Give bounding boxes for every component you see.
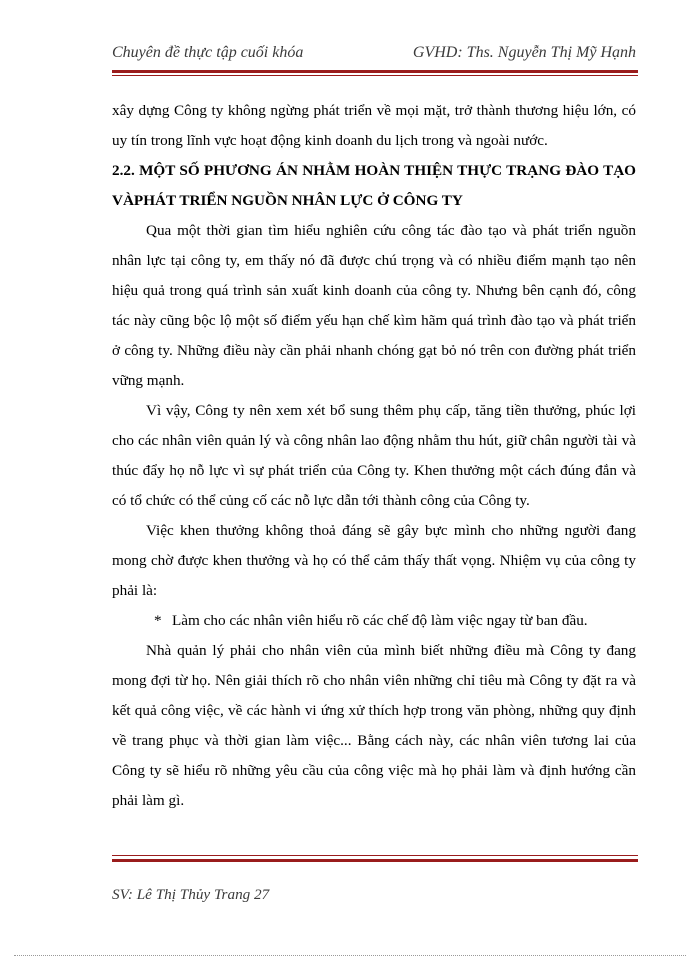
page-bottom-border <box>14 955 686 956</box>
paragraph-2: Qua một thời gian tìm hiểu nghiên cứu công tác đào tạo và phát triển nguồn nhân lực tại công ty, em thấy nó đã được chú trọng và có nhiều điểm mạnh tạo nên hiệu quả trong quá trình sản xuất kinh doanh của công ty. Nhưng bên cạnh đó, công tác này cũng bộc lộ một số điểm yếu hạn chế kìm hãm quá trình đào tạo và phát triển ở công ty. Những điều này cần phải nhanh chóng gạt bỏ nó trên con đường phát triển vững mạnh. <box>112 222 636 389</box>
page-footer: SV: Lê Thị Thủy Trang 27 <box>112 886 270 903</box>
header-rule-thin <box>112 75 638 76</box>
page-body <box>112 96 636 816</box>
header-advisor: GVHD: Ths. Nguyễn Thị Mỹ Hạnh <box>412 44 636 61</box>
paragraph-3: Vì vậy, Công ty nên xem xét bổ sung thêm phụ cấp, tăng tiền thưởng, phúc lợi cho các nhân viên quản lý và công nhân lao động nhằm thu hút, giữ chân người tài và thúc đẩy họ nỗ lực vì sự phát triển của Công ty. Khen thưởng một cách đúng đắn và có tổ chức có thể củng cố các nỗ lực dẫn tới thành công của Công ty. <box>112 402 636 509</box>
header-rule-thick <box>112 70 638 73</box>
paragraph-1: xây dựng Công ty không ngừng phát triển về mọi mặt, trở thành thương hiệu lớn, có uy tín trong lĩnh vực hoạt động kinh doanh du lịch trong và ngoài nước. <box>112 102 636 149</box>
bullet-mark: * <box>154 612 162 629</box>
header-title: Chuyên đề thực tập cuối khóa <box>112 44 304 61</box>
paragraph-4: Việc khen thưởng không thoả đáng sẽ gây bực mình cho những người đang mong chờ được khen thưởng và họ có thể cảm thấy thất vọng. Nhiệm vụ của công ty phải là: <box>112 522 636 599</box>
section-heading: 2.2. MỘT SỐ PHƯƠNG ÁN NHẰM HOÀN THIỆN THỰC TRẠNG ĐÀO TẠO VÀPHÁT TRIỂN NGUỒN NHÂN LỰC Ở CÔNG TY <box>112 162 636 209</box>
footer-rule-thick <box>112 859 638 862</box>
page-header <box>112 44 636 68</box>
bullet-text: Làm cho các nhân viên hiểu rõ các chế độ làm việc ngay từ ban đầu. <box>172 612 588 629</box>
paragraph-5: Nhà quản lý phải cho nhân viên của mình biết những điều mà Công ty đang mong đợi từ họ. Nên giải thích rõ cho nhân viên những chỉ tiêu mà Công ty đặt ra và kết quả công việc, về các hành vi ứng xử thích hợp trong văn phòng, những quy định về trang phục và thời gian làm việc... Bằng cách này, các nhân viên tương lai của Công ty sẽ hiểu rõ những yêu cầu của công việc mà họ phải làm và định hướng cần phải làm gì. <box>112 642 636 809</box>
footer-rule-thin <box>112 855 638 856</box>
bullet-item <box>112 606 636 636</box>
